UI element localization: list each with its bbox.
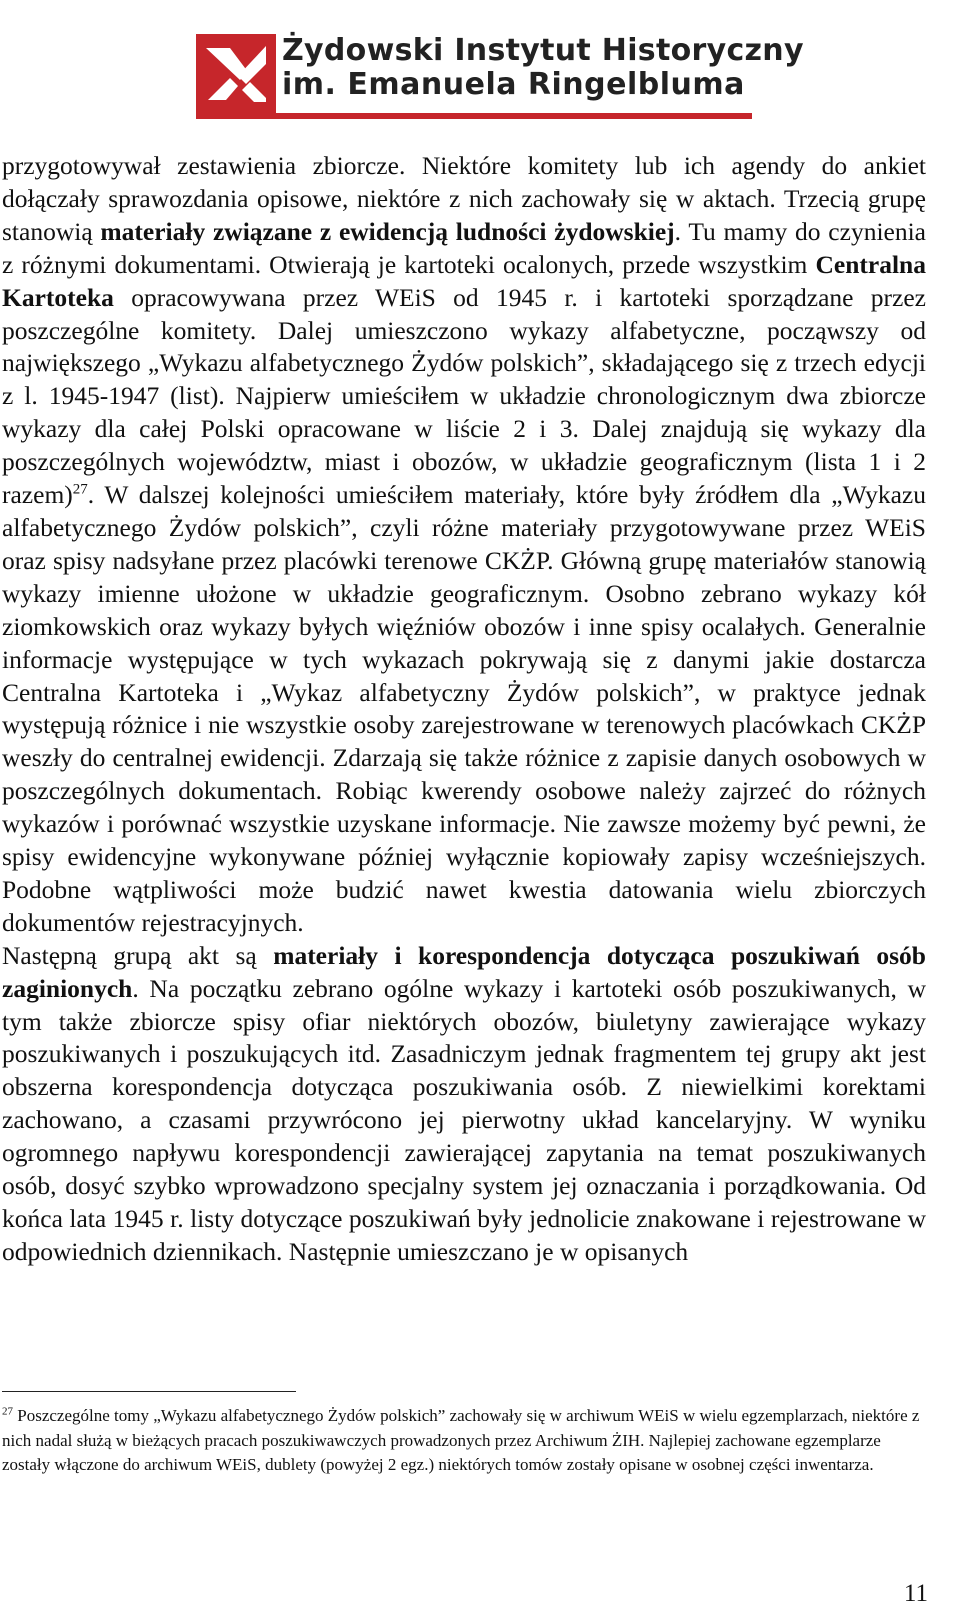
text-span: Następną grupą akt są <box>2 940 274 970</box>
main-text <box>2 150 926 1269</box>
logo-title: Żydowski Instytut Historyczny <box>282 33 804 68</box>
page-number: 11 <box>903 1580 928 1607</box>
footnote-reference[interactable]: 27 <box>72 481 88 498</box>
header-logo <box>196 28 804 122</box>
bold-phrase: Centralna Kartoteka <box>2 249 926 312</box>
text-span: . Tu mamy do czynienia z różnymi dokumentami. Otwierają je kartoteki ocalonych, przede wszystkim <box>2 216 926 279</box>
text-span: . Na początku zebrano ogólne wykazy i kartoteki osób poszukiwanych, w tym także zbiorcze spisy ofiar niektórych obozów, biuletyny zawierające wykazy poszukiwanych i poszukujących itd. Zasadniczym jednak fragmentem tej grupy akt jest obszerna korespondencja dotycząca poszukiwania osób. Z niewielkimi korektami zachowano, a czasami przywrócono jej pierwotny układ kancelaryjny. W wyniku ogromnego napływu korespondencji zawierającej zapytania na temat poszukiwanych osób, dosyć szybko wprowadzono specjalny system jej oznaczania i porządkowania. Od końca lata 1945 r. listy dotyczące poszukiwań były jednolicie znakowane i rejestrowane w odpowiednich dziennikach. Następnie umieszczano je w opisanych <box>2 973 926 1266</box>
text-span: opracowywana przez WEiS od 1945 r. i kartoteki sporządzane przez poszczególne komitety. Dalej umieszczono wykazy alfabetyczne, począwszy od największego „Wykazu alfabetycznego Żydów polskich”, składającego się z trzech edycji z l. 1945-1947 (list). Najpierw umieściłem w układzie chronologicznym dwa zbiorcze wykazy dla całej Polski opracowane w liście 2 i 3. Dalej znajdują się wykazy dla poszczególnych województw, miast i obozów, w układzie geograficznym (lista 1 i 2 razem) <box>2 282 926 510</box>
footnote-number: 27 <box>2 1405 13 1418</box>
footnote-separator <box>2 1391 296 1392</box>
bold-phrase: materiały i korespondencja dotycząca poszukiwań osób zaginionych <box>2 940 926 1003</box>
logo-underline <box>196 113 752 119</box>
bold-phrase: materiały związane z ewidencją ludności żydowskiej <box>100 216 675 246</box>
text-span: . W dalszej kolejności umieściłem materiały, które były źródłem dla „Wykazu alfabetycznego Żydów polskich”, czyli różne materiały przygotowywane przez WEiS oraz spisy nadsyłane przez placówki terenowe CKŻP. Główną grupę materiałów stanowią wykazy imienne ułożone w układzie geograficznym. Osobno zebrano wykazy kół ziomkowskich oraz wykazy byłych więźniów obozów i inne spisy ocalałych. Generalnie informacje występujące w tych wykazach pokrywają się z danymi jakie dostarcza Centralna Kartoteka i „Wykaz alfabetyczny Żydów polskich”, w praktyce jednak występują różnice i nie wszystkie osoby zarejestrowane w terenowych placówkach CKŻP weszły do centralnej ewidencji. Zdarzają się także różnice z zapisie danych osobowych w poszczególnych dokumentach. Robiąc kwerendy osobowe należy zajrzeć do różnych wykazów i porównać wszystkie uzyskane informacje. Nie zawsze możemy być pewni, że spisy ewidencyjne wykonywane później wyłącznie kopiowały zapisy wcześniejszych. Podobne wątpliwości może budzić nawet kwestia datowania wielu zbiorczych dokumentów rejestracyjnych. <box>2 480 926 937</box>
zih-logo-glyph <box>196 34 276 114</box>
zih-logo-icon <box>196 34 276 114</box>
footnote-text: Poszczególne tomy „Wykazu alfabetycznego Żydów polskich” zachowały się w archiwum WEiS w wielu egzemplarzach, niektóre z nich nadal służą w bieżących pracach poszukiwawczych prowadzonych przez Archiwum ŻIH. Najlepiej zachowane egzemplarze zostały włączone do archiwum WEiS, dublety (powyżej 2 egz.) niektórych tomów zostały opisane w osobnej części inwentarza. <box>2 1406 920 1474</box>
paragraph-2 <box>2 940 926 1269</box>
footnote <box>2 1404 922 1478</box>
text-span: przygotowywał zestawienia zbiorcze. Niektóre komitety lub ich agendy do ankiet dołączały sprawozdania opisowe, niektóre z nich zachowały się w aktach. Trzecią grupę stanowią <box>2 151 926 246</box>
paragraph-1 <box>2 150 926 940</box>
logo-subtitle: im. Emanuela Ringelbluma <box>282 67 745 102</box>
logo-text <box>282 28 804 122</box>
